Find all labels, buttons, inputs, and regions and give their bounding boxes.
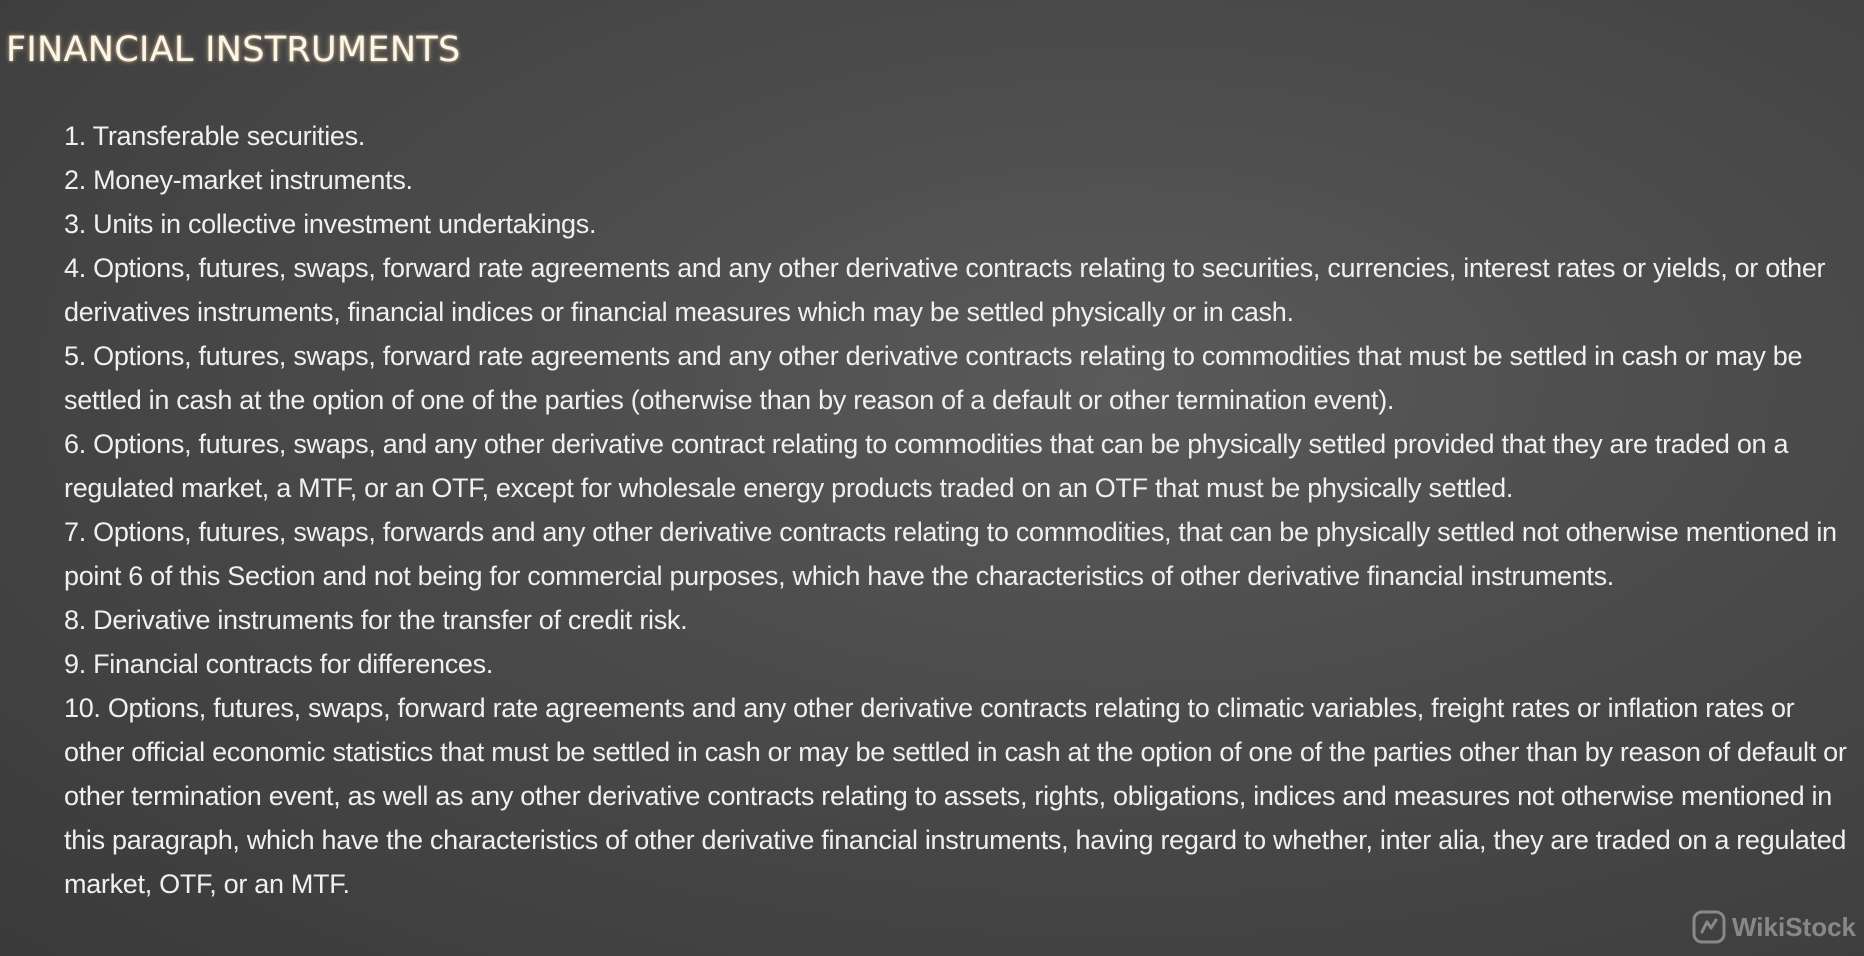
instrument-list <box>64 114 1854 906</box>
list-item: 7. Options, futures, swaps, forwards and any other derivative contracts relating to commodities, that can be physically settled not otherwise mentioned in point 6 of this Section and not being for commercial purposes, which have the characteristics of other derivative financial instruments. <box>64 517 1837 591</box>
list-item: 10. Options, futures, swaps, forward rate agreements and any other derivative contracts relating to climatic variables, freight rates or inflation rates or other official economic statistics that must be settled in cash or may be settled in cash at the option of one of the parties other than by reason of default or other termination event, as well as any other derivative contracts relating to assets, rights, obligations, indices and measures not otherwise mentioned in this paragraph, which have the characteristics of other derivative financial instruments, having regard to whether, inter alia, they are traded on a regulated market, OTF, or an MTF. <box>64 693 1847 899</box>
list-item: 5. Options, futures, swaps, forward rate agreements and any other derivative contracts relating to commodities that must be settled in cash or may be settled in cash at the option of one of the parties (otherwise than by reason of a default or other termination event). <box>64 341 1803 415</box>
list-item: 3. Units in collective investment undertakings. <box>64 209 597 239</box>
list-item: 4. Options, futures, swaps, forward rate agreements and any other derivative contracts relating to securities, currencies, interest rates or yields, or other derivatives instruments, financial indices or financial measures which may be settled physically or in cash. <box>64 253 1826 327</box>
wikistock-logo-icon <box>1692 910 1726 944</box>
watermark-text: WikiStock <box>1731 911 1856 942</box>
slide-title: FINANCIAL INSTRUMENTS <box>6 30 461 70</box>
list-item: 9. Financial contracts for differences. <box>64 649 494 679</box>
watermark <box>1692 910 1856 944</box>
list-item: 8. Derivative instruments for the transfer of credit risk. <box>64 605 688 635</box>
list-item: 6. Options, futures, swaps, and any other derivative contract relating to commodities that can be physically settled provided that they are traded on a regulated market, a MTF, or an OTF, except for wholesale energy products traded on an OTF that must be physically settled. <box>64 429 1789 503</box>
list-item: 2. Money-market instruments. <box>64 165 413 195</box>
list-item: 1. Transferable securities. <box>64 121 366 151</box>
